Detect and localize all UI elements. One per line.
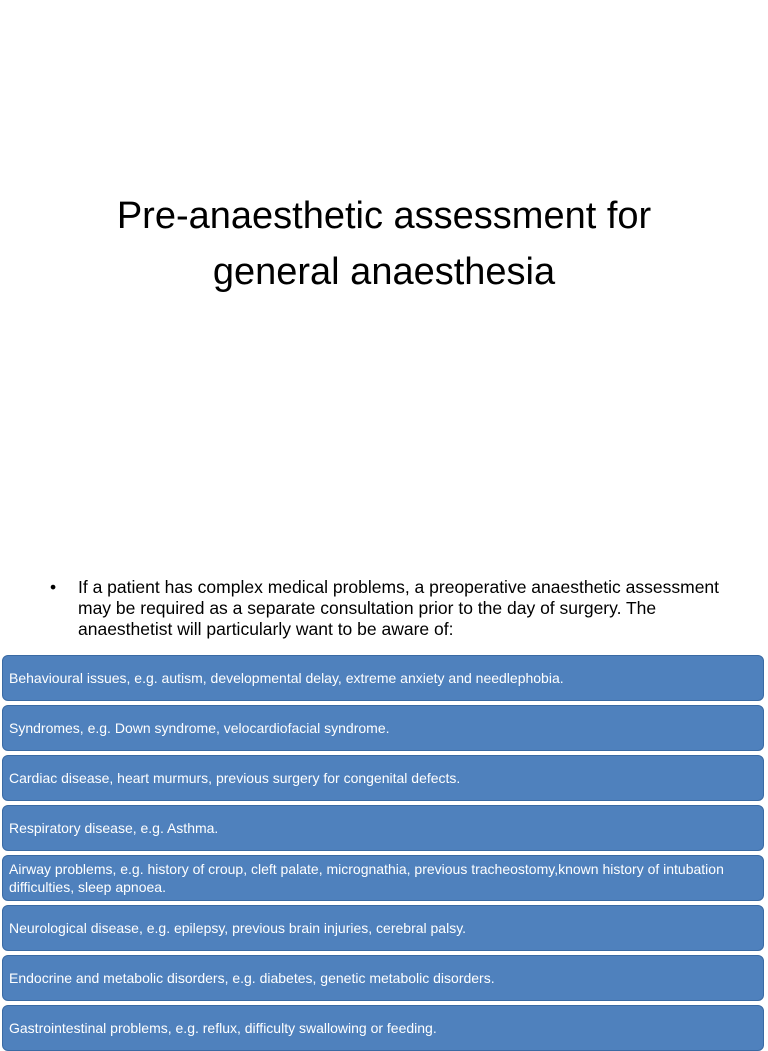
item-text: Endocrine and metabolic disorders, e.g. diabetes, genetic metabolic disorders. (9, 970, 495, 986)
item-box-airway (2, 855, 764, 901)
item-box-neurological (2, 905, 764, 951)
intro-bullet-paragraph (50, 577, 750, 640)
item-box-respiratory (2, 805, 764, 851)
intro-text: If a patient has complex medical problems, a preoperative anaesthetic assessment may be required as a separate consultation prior to the day of surgery. The anaesthetist will particularly want to be aware of: (78, 577, 720, 639)
item-box-cardiac (2, 755, 764, 801)
title-line-1: Pre-anaesthetic assessment for (116, 195, 652, 237)
title-line-2: general anaesthesia (212, 251, 556, 293)
item-box-gastrointestinal (2, 1005, 764, 1051)
item-text: Airway problems, e.g. history of croup, cleft palate, micrognathia, previous tracheostomy,known history of intubation difficulties, sleep apnoea. (9, 861, 724, 895)
item-text: Syndromes, e.g. Down syndrome, velocardiofacial syndrome. (9, 720, 390, 736)
item-box-syndromes (2, 705, 764, 751)
item-box-endocrine (2, 955, 764, 1001)
bullet-marker: • (50, 577, 57, 597)
item-box-behavioural (2, 655, 764, 701)
item-text: Gastrointestinal problems, e.g. reflux, difficulty swallowing or feeding. (9, 1020, 437, 1036)
item-text: Respiratory disease, e.g. Asthma. (9, 820, 219, 836)
item-text: Cardiac disease, heart murmurs, previous surgery for congenital defects. (9, 770, 461, 786)
slide-title (40, 188, 728, 300)
item-text: Neurological disease, e.g. epilepsy, previous brain injuries, cerebral palsy. (9, 920, 467, 936)
item-text: Behavioural issues, e.g. autism, developmental delay, extreme anxiety and needlephobia. (9, 670, 564, 686)
